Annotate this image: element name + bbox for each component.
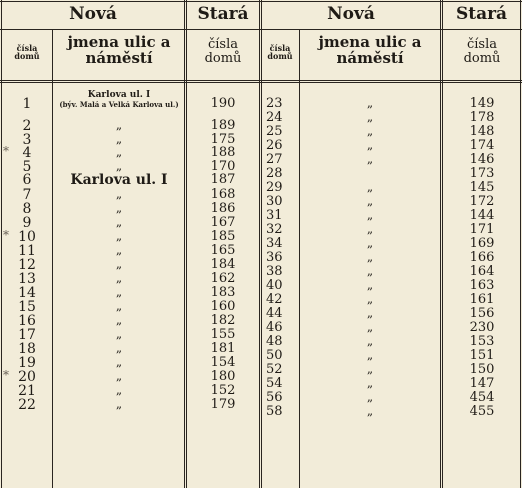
left-street-name: „: [115, 132, 123, 146]
right-stara-number: 148: [469, 124, 495, 139]
left-stara-heading: Stará: [197, 4, 249, 24]
right-street-name: „: [366, 222, 374, 236]
right-nova-number: 25: [266, 124, 283, 139]
right-nova-number: 40: [266, 278, 283, 293]
right-stara-number: 230: [469, 320, 495, 335]
right-stara-number: 153: [469, 334, 495, 349]
left-street-name: „: [115, 299, 123, 313]
left-col1-divider: [52, 29, 53, 488]
left-stara-number: 185: [210, 229, 236, 244]
left-nova-number: 16: [18, 313, 36, 329]
right-stara-number: 454: [469, 390, 495, 405]
left-stara-number: 168: [210, 187, 236, 202]
left-row-mark: *: [3, 144, 9, 158]
right-street-name: „: [366, 320, 374, 334]
right-nova-number: 42: [266, 292, 283, 307]
left-stara-number: 167: [210, 215, 236, 230]
right-street-name: „: [366, 152, 374, 166]
left-stara-divider: [184, 0, 187, 488]
right-street-name: „: [366, 390, 374, 404]
left-street-name: „: [115, 355, 123, 369]
left-nova-number: 20: [18, 369, 36, 385]
left-nova-number: 10: [18, 229, 36, 245]
left-street-name: „: [115, 229, 123, 243]
left-row-mark: *: [3, 368, 9, 382]
right-nova-number: 34: [266, 236, 283, 251]
right-stara-heading: Stará: [455, 4, 508, 24]
left-street-name: „: [115, 383, 123, 397]
left-street-name: Karlova ul. I: [87, 90, 151, 100]
right-street-name: „: [366, 362, 374, 376]
left-street-name: „: [115, 397, 123, 411]
right-street-name: „: [366, 194, 374, 208]
right-nova-number: 56: [266, 390, 283, 405]
right-street-name: „: [366, 250, 374, 264]
left-nova-number: 11: [18, 243, 36, 259]
right-street-name: „: [366, 208, 374, 222]
left-nova-number: 13: [18, 271, 36, 287]
left-stara-number: 186: [210, 201, 236, 216]
left-nova-number: 18: [18, 341, 36, 357]
left-street-name: „: [115, 215, 123, 229]
right-stara-number: 146: [469, 152, 495, 167]
left-stara-number: 152: [210, 383, 236, 398]
left-street-name: „: [115, 327, 123, 341]
left-nova-number: 9: [22, 215, 32, 231]
left-street-name: „: [115, 187, 123, 201]
right-nova-number: 50: [266, 348, 283, 363]
left-stara-number: 162: [210, 271, 236, 286]
right-nova-number: 26: [266, 138, 283, 153]
left-stara-number: 183: [210, 285, 236, 300]
right-nova-number: 54: [266, 376, 283, 391]
right-stara-number: 178: [469, 110, 495, 125]
right-street-name: „: [366, 138, 374, 152]
left-nova-number: 17: [18, 327, 36, 343]
right-stara-number: 150: [469, 362, 495, 377]
left-street-name: „: [115, 313, 123, 327]
left-stara-number: 190: [210, 96, 236, 111]
left-stara-number: 170: [210, 159, 236, 174]
right-nova-number: 27: [266, 152, 283, 167]
right-stara-number: 169: [469, 236, 495, 251]
left-nova-number: 4: [22, 145, 32, 161]
right-street-name: „: [366, 292, 374, 306]
right-nova-number: 31: [266, 208, 283, 223]
right-street-name: „: [366, 278, 374, 292]
left-street-name: „: [115, 243, 123, 257]
right-street-name: „: [366, 306, 374, 320]
left-street-name: „: [115, 118, 123, 132]
left-row-mark: *: [3, 228, 9, 242]
left-street-name: „: [115, 285, 123, 299]
right-street-name: „: [366, 348, 374, 362]
left-stara-number: 175: [210, 132, 236, 147]
left-street-name: „: [115, 159, 123, 173]
right-street-name: „: [366, 334, 374, 348]
left-stara-number: 181: [210, 341, 236, 356]
right-stara-number: 171: [469, 222, 495, 237]
left-jmena-header: jmena ulic a náměstí: [67, 33, 171, 67]
right-stara-number: 144: [469, 208, 495, 223]
left-stara-number: 154: [210, 355, 236, 370]
left-street-name: „: [115, 201, 123, 215]
right-stara-number: 149: [469, 96, 495, 111]
right-border: [520, 0, 521, 488]
right-street-name: „: [366, 110, 374, 124]
left-street-name: „: [115, 369, 123, 383]
right-stara-number: 156: [469, 306, 495, 321]
left-border: [1, 0, 2, 488]
right-stara-number: 151: [469, 348, 495, 363]
left-nova-number: 2: [22, 118, 32, 134]
left-nova-number: 15: [18, 299, 36, 315]
right-nova-number: 29: [266, 180, 283, 195]
left-stara-number: 189: [210, 118, 236, 133]
right-stara-number: 455: [469, 404, 495, 419]
right-nova-number: 44: [266, 306, 283, 321]
left-stara-number: 160: [210, 299, 236, 314]
right-street-name: „: [366, 264, 374, 278]
left-street-name: „: [115, 271, 123, 285]
right-street-name: „: [366, 180, 374, 194]
right-stara-number: 161: [469, 292, 495, 307]
right-stara-divider: [440, 0, 443, 488]
right-nova-number: 58: [266, 404, 283, 419]
right-nova-number: 23: [266, 96, 283, 111]
right-nova-number: 48: [266, 334, 283, 349]
left-stara-number: 180: [210, 369, 236, 384]
right-nova-number: 46: [266, 320, 283, 335]
left-nova-number: 7: [22, 187, 32, 203]
left-stara-number: 165: [210, 243, 236, 258]
left-street-name: „: [115, 145, 123, 159]
left-nova-number: 19: [18, 355, 36, 371]
left-street-name: „: [115, 257, 123, 271]
left-stara-number: 188: [210, 145, 236, 160]
right-jmena-header: jmena ulic a náměstí: [318, 33, 422, 67]
left-nova-heading: Nová: [69, 4, 117, 24]
left-stara-number: 179: [210, 397, 236, 412]
left-street-name: „: [115, 341, 123, 355]
left-nova-number: 5: [22, 159, 32, 175]
right-stara-number: 147: [469, 376, 495, 391]
right-nova-number: 32: [266, 222, 283, 237]
right-street-name: „: [366, 236, 374, 250]
left-nova-number: 1: [22, 96, 32, 112]
right-cisla-domu-header: čísla domů: [267, 43, 293, 62]
left-nova-number: 8: [22, 201, 32, 217]
right-nova-number: 52: [266, 362, 283, 377]
left-nova-number: 21: [18, 383, 36, 399]
left-street-name: Karlova ul. I: [70, 172, 168, 188]
left-stara-number: 182: [210, 313, 236, 328]
left-nova-number: 22: [18, 397, 36, 413]
right-stara-cisla-header: čísla domů: [463, 37, 501, 66]
right-stara-number: 173: [469, 166, 495, 181]
right-stara-number: 145: [469, 180, 495, 195]
right-street-name: „: [366, 96, 374, 110]
left-stara-cisla-header: čísla domů: [204, 37, 242, 66]
right-stara-number: 163: [469, 278, 495, 293]
right-nova-number: 28: [266, 166, 283, 181]
right-stara-number: 164: [469, 264, 495, 279]
right-street-name: „: [366, 376, 374, 390]
right-nova-number: 30: [266, 194, 283, 209]
right-nova-number: 38: [266, 264, 283, 279]
left-nova-number: 3: [22, 132, 32, 148]
left-nova-number: 12: [18, 257, 36, 273]
left-nova-number: 6: [22, 172, 32, 188]
right-nova-number: 36: [266, 250, 283, 265]
right-stara-number: 172: [469, 194, 495, 209]
left-nova-number: 14: [18, 285, 36, 301]
right-nova-heading: Nová: [327, 4, 375, 24]
left-street-note: (býv. Malá a Velká Karlova ul.): [59, 100, 179, 109]
right-nova-number: 24: [266, 110, 283, 125]
left-cisla-domu-header: čísla domů: [14, 43, 40, 62]
right-stara-number: 166: [469, 250, 495, 265]
right-stara-number: 174: [469, 138, 495, 153]
left-stara-number: 155: [210, 327, 236, 342]
left-stara-number: 187: [210, 172, 236, 187]
left-stara-number: 184: [210, 257, 236, 272]
right-street-name: „: [366, 124, 374, 138]
right-street-name: „: [366, 404, 374, 418]
